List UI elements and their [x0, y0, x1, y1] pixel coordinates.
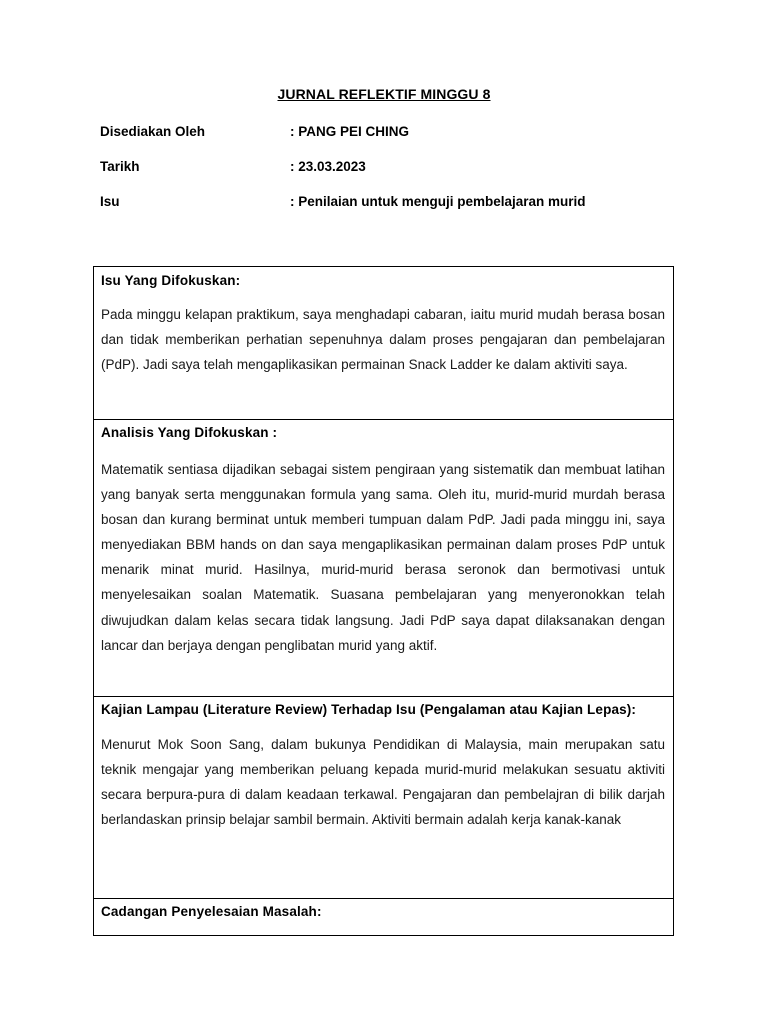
meta-value: : 23.03.2023 [290, 159, 366, 174]
section-body: Matematik sentiasa dijadikan sebagai sistem pengiraan yang sistematik dan membuat latihan yang banyak serta menggunakan formula yang sama. Oleh itu, murid-murid murdah berasa bosan dan kurang berminat untuk memberi tumpuan dalam PdP. Jadi pada minggu ini, saya menyediakan BBM hands on dan saya mengaplikasikan permainan dalam proses PdP untuk menarik minat murid. Hasilnya, murid-murid berasa seronok dan bermotivasi untuk menyelesaikan soalan Matematik. Suasana pembelajaran yang menyeronokkan telah diwujudkan dalam kelas secara tidak langsung. Jadi PdP saya dapat dilaksanakan dengan lancar dan berjaya dengan penglibatan murid yang aktif. [101, 462, 665, 653]
section-literature-review [94, 696, 673, 898]
document-title: JURNAL REFLEKTIF MINGGU 8 [277, 86, 491, 102]
reflection-table [93, 266, 674, 936]
section-heading: Isu Yang Difokuskan: [101, 273, 241, 288]
meta-label: Tarikh [100, 159, 140, 174]
section-heading: Analisis Yang Difokuskan : [101, 425, 278, 440]
section-solution-proposal [94, 898, 673, 935]
section-focused-issue [94, 267, 673, 419]
meta-value: : Penilaian untuk menguji pembelajaran murid [290, 194, 586, 209]
meta-value: : PANG PEI CHING [290, 124, 410, 139]
section-body: Pada minggu kelapan praktikum, saya menghadapi cabaran, iaitu murid mudah berasa bosan dan tidak memberikan perhatian sepenuhnya dalam proses pengajaran dan pembelajaran (PdP). Jadi saya telah mengaplikasikan permainan Snack Ladder ke dalam aktiviti saya. [101, 307, 665, 373]
section-heading: Cadangan Penyelesaian Masalah: [101, 904, 322, 919]
meta-label: Disediakan Oleh [100, 124, 206, 139]
section-heading: Kajian Lampau (Literature Review) Terhadap Isu (Pengalaman atau Kajian Lepas): [101, 702, 637, 717]
meta-label: Isu [100, 194, 120, 209]
section-body: Menurut Mok Soon Sang, dalam bukunya Pendidikan di Malaysia, main merupakan satu teknik mengajar yang memberikan peluang kepada murid-murid melakukan sesuatu aktiviti secara berpura-pura di dalam keadaan terkawal. Pengajaran dan pembelajran di bilik darjah berlandaskan prinsip belajar sambil bermain. Aktiviti bermain adalah kerja kanak-kanak [101, 737, 665, 828]
section-focused-analysis [94, 419, 673, 696]
